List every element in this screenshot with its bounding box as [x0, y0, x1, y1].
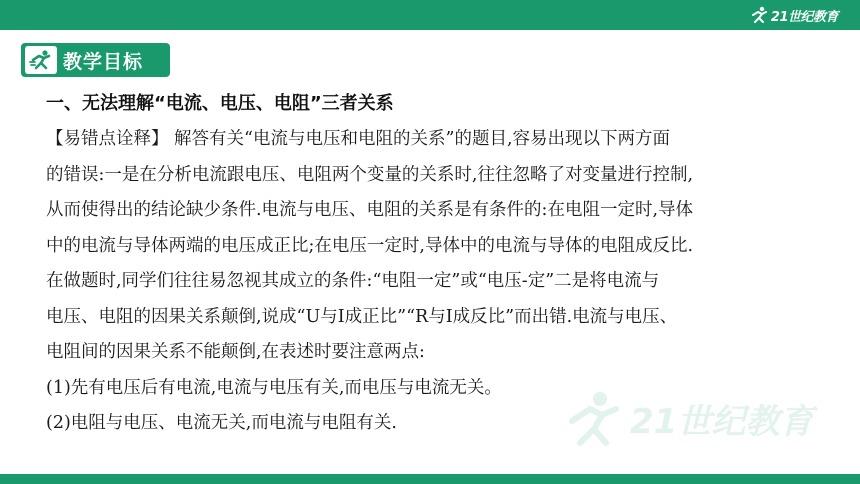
top-banner: [0, 0, 860, 30]
body-line: (2)电阻与电压、电流无关,而电流与电阻有关.: [46, 413, 397, 433]
body-line: 中的电流与导体两端的电压成正比;在电压一定时,导体中的电流与导体的电阻成反比.: [46, 235, 694, 256]
body-line: 【易错点诠释】 解答有关“电流与电压和电阻的关系”的题目,容易出现以下两方面: [46, 129, 671, 149]
logo-text: 21世纪教育: [770, 9, 838, 25]
watermark-text: 21世纪教育: [630, 402, 814, 442]
body-line: 在做题时,同学们往往易忽视其成立的条件:“电阻一定”或“电压-定”二是将电流与: [46, 271, 660, 291]
body-paragraph: [46, 122, 846, 442]
body-line: 的错误:一是在分析电流跟电压、电阻两个变量的关系时,往往忽略了对变量进行控制,: [46, 164, 694, 185]
runner-icon: [25, 46, 57, 74]
body-line: 电阻间的因果关系不能颠倒,在表述时要注意两点:: [46, 342, 425, 362]
badge-title: 教学目标: [63, 50, 144, 73]
brand-logo: [749, 4, 838, 26]
section-heading: 一、无法理解“电流、电压、电阻”三者关系: [46, 93, 394, 114]
body-line: 电压、电阻的因果关系颠倒,说成“U与I成正比”“R与I成反比”而出错.电流与电压、: [46, 306, 678, 327]
body-line: (1)先有电压后有电流,电流与电压有关,而电压与电流无关。: [46, 377, 502, 398]
body-line: 从而使得出的结论缺少条件.电流与电压、电阻的关系是有条件的:在电阻一定时,导体: [46, 200, 694, 220]
runner-icon: [749, 6, 769, 24]
section-badge: [21, 43, 170, 77]
bottom-banner: [0, 474, 860, 484]
